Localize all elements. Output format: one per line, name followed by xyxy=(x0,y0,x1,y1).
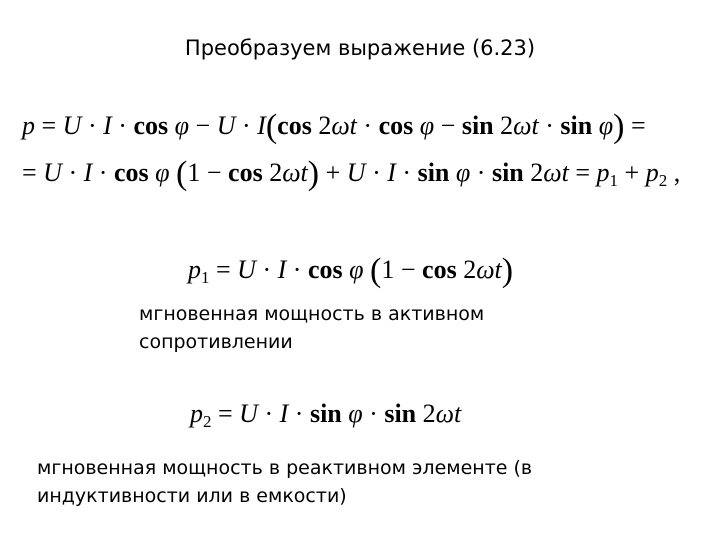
formula-instant-power-expansion: p = U · I · cos φ − U · I(cos 2ωt · cos φ − sin 2ωt · sin φ) = xyxy=(22,108,646,145)
slide-title: Преобразуем выражение (6.23) xyxy=(184,36,536,60)
caption-reactive-power: мгновенная мощность в реактивном элементе (в индуктивности или в емкости) xyxy=(37,457,533,507)
formula-power-decomposition: = U · I · cos φ $(1 - \cos 2\omega t) + U \cdot I \cdot \sin \varphi \cdot \sin 2\omega t = p_1 + p_2$ , xyxy=(22,155,681,192)
caption-active-power: мгновенная мощность в активном сопротивлении xyxy=(139,303,485,353)
formula-reactive-power-p2: $p_2 = U \cdot I \cdot \sin \varphi \cdot \sin 2\omega t$ xyxy=(190,399,462,431)
formula-active-power-p1: $p_1 = U \cdot I \cdot \cos \varphi$ (1 − cos 2ωt) xyxy=(188,252,514,289)
